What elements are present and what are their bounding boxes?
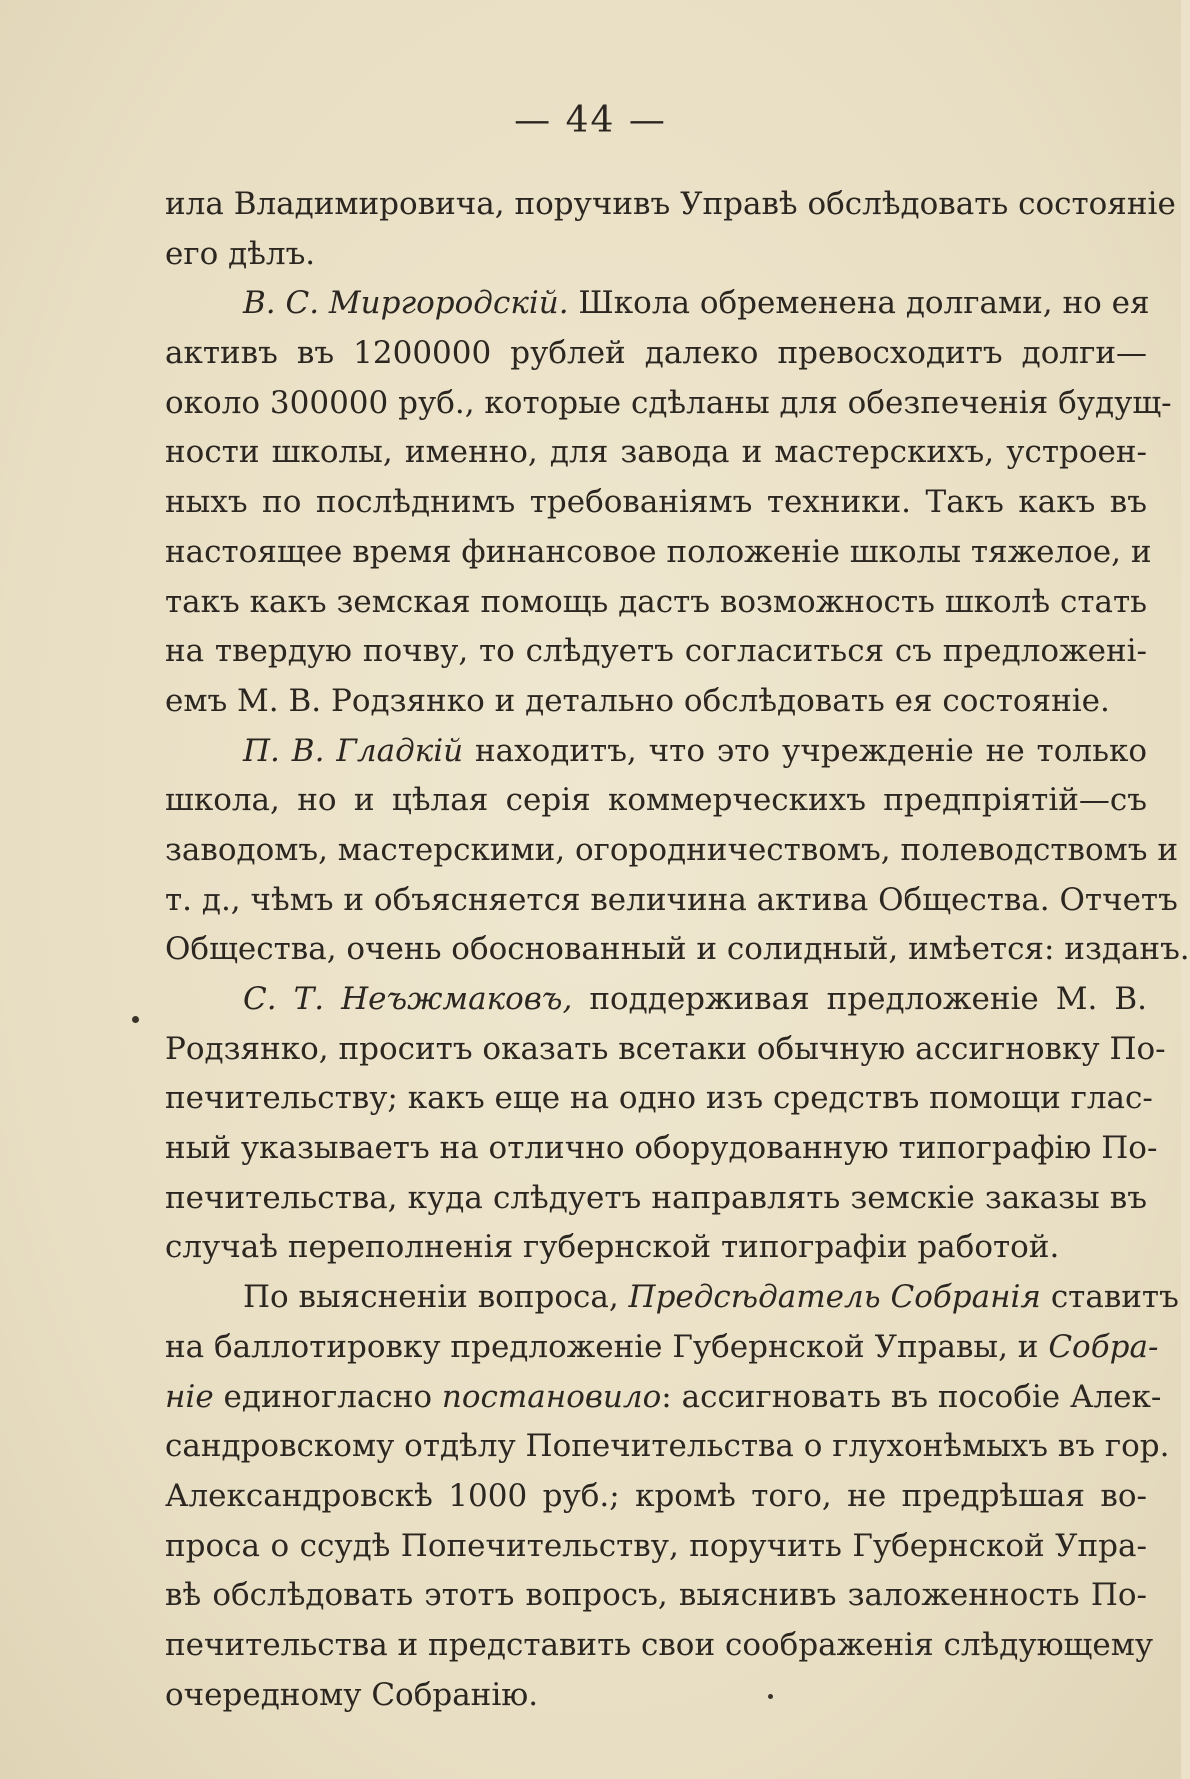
italic-run: Собра- [1048, 1328, 1159, 1365]
text-line: проса о ссудѣ Попечительству, поручить Губернской Упра- [165, 1527, 1147, 1564]
text-line: ности школы, именно, для завода и мастерскихъ, устроен- [165, 434, 1147, 471]
speaker-name: С. Т. Неъжмаковъ, [243, 981, 573, 1017]
paragraph-speaker-line [165, 279, 1150, 329]
text-line: ный указываетъ на отлично оборудованную типографiю По- [165, 1130, 1158, 1167]
text-line: т. д., чѣмъ и объясняется величина актива Общества. Отчетъ [165, 881, 1178, 918]
italic-run: постановило [441, 1378, 662, 1415]
text-run: находитъ, что это учрежденiе не только [463, 732, 1147, 769]
text-run: поддерживая предложенiе М. В. [572, 981, 1147, 1017]
paragraph-speaker-line [165, 727, 1147, 777]
text-line: печительства и представить свои соображенiя слѣдующему [165, 1626, 1154, 1663]
text-run: : ассигновать въ пособiе Алек- [661, 1378, 1162, 1415]
text-run: на баллотировку предложенiе Губернской Управы, и [165, 1328, 1049, 1365]
text-line: ныхъ по послѣднимъ требованiямъ техники. Такъ какъ въ [165, 484, 1147, 521]
text-line: такъ какъ земская помощь дастъ возможность школѣ стать [165, 583, 1147, 620]
page-text [165, 180, 1190, 1720]
text-line: печительству; какъ еще на одно изъ средствъ помощи глас- [165, 1080, 1153, 1117]
paragraph-line [165, 1373, 1162, 1423]
paragraph-speaker-line [165, 975, 1147, 1025]
text-run: По выясненiи вопроса, [243, 1279, 629, 1316]
text-run: единогласно [213, 1378, 442, 1415]
text-line: емъ М. В. Родзянко и детально обслѣдовать ея состоянiе. [165, 682, 1110, 719]
text-line: активъ въ 1200000 рублей далеко превосходитъ долги— [165, 335, 1147, 372]
margin-dot-mark [132, 1016, 139, 1023]
text-line: вѣ обслѣдовать этотъ вопросъ, выяснивъ заложенность По- [165, 1577, 1147, 1614]
text-line: школа, но и цѣлая серiя коммерческихъ предпрiятiй—съ [165, 782, 1147, 819]
text-line: ила Владимировича, поручивъ Управѣ обслѣдовать состоянiе [165, 186, 1176, 222]
text-line: Александровскѣ 1000 руб.; кромѣ того, не предрѣшая во- [165, 1477, 1147, 1514]
text-line: очередному Собранiю. [165, 1676, 539, 1713]
paragraph-line [165, 1323, 1159, 1373]
text-run: Школа обременена долгами, но ея [568, 285, 1150, 322]
text-line: Родзянко, проситъ оказать всетаки обычную ассигновку По- [165, 1030, 1166, 1067]
text-line: Общества, очень обоснованный и солидный, имѣется: изданъ. [165, 931, 1190, 968]
text-line: печительства, куда слѣдуетъ направлять земскiе заказы въ [165, 1179, 1147, 1216]
text-line: около 300000 руб., которые сдѣланы для обезпеченiя будущ- [165, 384, 1172, 421]
text-line: сандровскому отдѣлу Попечительства о глухонѣмыхъ въ гор. [165, 1428, 1170, 1465]
text-run: ставитъ [1040, 1279, 1179, 1316]
text-line: его дѣлъ. [165, 235, 316, 272]
italic-run: Предсѣдатель Собранiя [628, 1279, 1041, 1316]
text-line: на твердую почву, то слѣдуетъ согласиться съ предложенi- [165, 633, 1147, 670]
speaker-name: П. В. Гладкiй [243, 732, 464, 769]
page-number: — 44 — [514, 100, 667, 141]
speaker-name: В. С. Миргородскiй. [243, 285, 569, 322]
italic-run: нiе [165, 1378, 214, 1415]
text-line: настоящее время финансовое положенiе школы тяжелое, и [165, 533, 1152, 570]
text-line: случаѣ переполненiя губернской типографiи работой. [165, 1229, 1060, 1266]
paragraph-line [165, 1273, 1179, 1323]
bottom-dot-mark [768, 1694, 773, 1699]
text-line: заводомъ, мастерскими, огородничествомъ, полеводствомъ и [165, 831, 1179, 868]
